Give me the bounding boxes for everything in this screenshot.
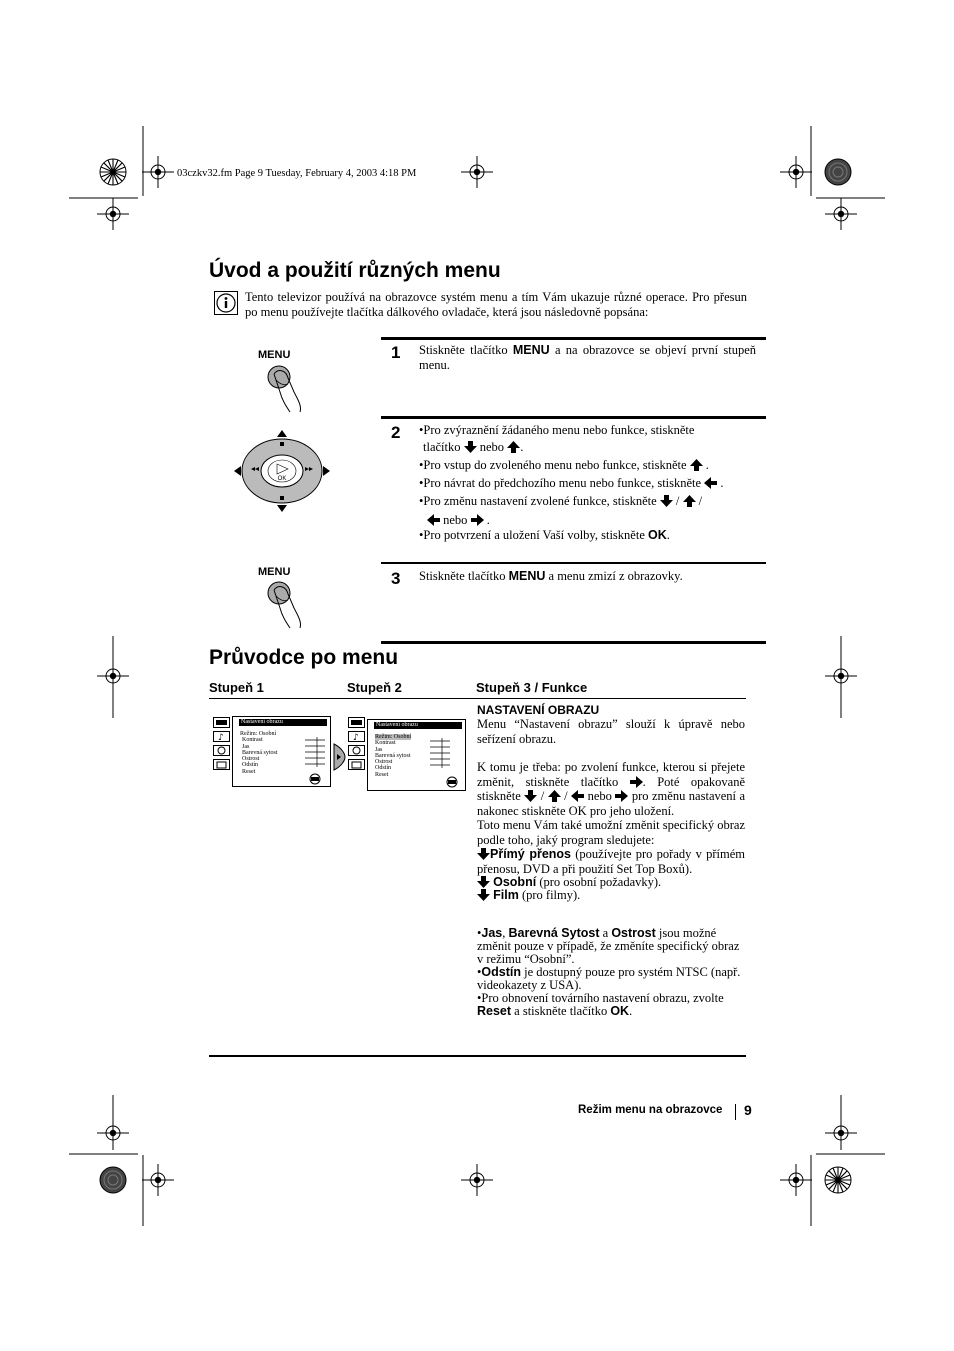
menu-item: Jas — [375, 746, 383, 753]
arrow-left-icon — [427, 514, 440, 526]
menu-item: Kontrast — [375, 740, 396, 747]
arrow-right-icon — [615, 790, 628, 802]
section-title-intro: Úvod a použití různých menu — [209, 259, 501, 282]
svg-text:♪: ♪ — [218, 733, 224, 743]
intro-text: Tento televizor používá na obrazovce systém menu a tím Vám ukazuje různé operace. Pro přesun po menu používejte tlačítka dálkového ovladače, která jsou následovně popsána: — [245, 290, 747, 319]
footer-section-name: Režim menu na obrazovce — [578, 1104, 723, 1116]
step3-number: 3 — [391, 569, 401, 588]
column-header-level3: Stupeň 3 / Funkce — [476, 680, 588, 695]
menu-item: Ostrost — [242, 756, 260, 763]
arrow-down-icon — [464, 441, 477, 453]
step1-rule — [381, 337, 766, 340]
ok-label: OK — [277, 476, 287, 482]
step3-rule — [381, 562, 766, 564]
menu-item: Odstín — [375, 765, 392, 772]
menu-panel — [367, 719, 466, 791]
menu-sliders — [305, 737, 325, 785]
arrow-up-icon — [507, 441, 520, 453]
note-brightness: •Jas, Barevná Sytost a Ostrost jsou možné změnit pouze v případě, že změníte specifický obraz v režimu “Osobní”. — [477, 926, 740, 966]
arrow-down-icon — [477, 876, 490, 888]
section-title-guide: Průvodce po menu — [209, 646, 399, 669]
arrow-up-icon — [690, 459, 703, 471]
step2-number: 2 — [391, 423, 401, 442]
menu-item: Reset — [242, 768, 256, 775]
menu-panel — [232, 716, 331, 787]
column-header-level1: Stupeň 1 — [209, 680, 264, 695]
function-title: NASTAVENÍ OBRAZU — [477, 703, 600, 717]
step3-text: Stiskněte tlačítko MENU a menu zmizí z obrazovky. — [419, 569, 683, 583]
step1-number: 1 — [391, 343, 401, 362]
arrow-down-icon — [477, 889, 490, 901]
menu-item: Kontrast — [242, 737, 263, 744]
svg-text:♪: ♪ — [353, 733, 359, 743]
menu-panel-title: Nastavení obrazu — [239, 719, 327, 726]
arrow-right-icon — [630, 776, 643, 788]
menu-screen-level2 — [347, 716, 465, 790]
arrow-up-icon — [683, 495, 696, 507]
page-number: 9 — [744, 1102, 752, 1118]
option-personal: Osobní (pro osobní požadavky). — [477, 876, 745, 889]
menu-item: Ostrost — [375, 759, 393, 766]
arrow-down-icon — [660, 495, 673, 507]
step2-line-highlight: •Pro zvýraznění žádaného menu nebo funkce, stiskněte — [419, 423, 695, 437]
menu-item: Režim: Osobní — [240, 731, 277, 737]
arrow-down-icon — [477, 848, 490, 860]
menu-button-label: MENU — [258, 349, 291, 361]
navigation-joystick — [232, 428, 332, 514]
column-header-level2: Stupeň 2 — [347, 680, 402, 695]
file-info: 03czkv32.fm Page 9 Tuesday, February 4, 2003 4:18 PM — [177, 168, 417, 179]
menu-item: Reset — [375, 771, 389, 778]
menu-side-icons — [347, 716, 367, 772]
option-film: Film (pro filmy). — [477, 889, 745, 902]
menu-item: Barevná sytost — [242, 749, 278, 756]
arrow-down-icon — [524, 790, 537, 802]
step1-text: Stiskněte tlačítko MENU a na obrazovce se objeví první stupeň menu. — [419, 343, 756, 372]
menu-panel-title: Nastavení obrazu — [374, 722, 462, 729]
arrow-left-icon — [704, 477, 717, 489]
footer-divider — [735, 1104, 736, 1120]
menu-item: Jas — [242, 743, 250, 750]
info-icon — [214, 291, 238, 315]
note-hue: •Odstín je dostupný pouze pro systém NTSC (např. videokazety z USA). — [477, 965, 741, 992]
arrow-right-icon — [471, 514, 484, 526]
hand-press-icon — [262, 362, 307, 414]
menu-button-label: MENU — [258, 566, 291, 578]
menu-side-icons — [212, 716, 232, 772]
arrow-up-icon — [548, 790, 561, 802]
function-description — [477, 703, 745, 1018]
option-direct: Přímý přenos (používejte pro pořady v přímém přenosu, DVD a při použití Set Top Boxů). — [477, 847, 745, 876]
function-para2: K tomu je třeba: po zvolení funkce, kterou si přejete změnit, stiskněte tlačítko . Poté opakovaně stiskněte / / nebo pro změnu nastavení a nakonec stiskněte OK pro jeho uložení. — [477, 760, 746, 818]
menu-screen-level1 — [212, 716, 330, 786]
table-bottom-rule — [209, 1055, 746, 1057]
function-para1: Menu “Nastavení obrazu” slouží k úpravě nebo seřízení obrazu. — [477, 717, 745, 746]
function-para3: Toto menu Vám také umožní změnit specifický obraz podle toho, jaký program sledujete: — [477, 818, 745, 847]
menu-item: Barevná sytost — [375, 752, 411, 759]
hand-press-icon — [262, 578, 307, 630]
arrow-left-icon — [571, 790, 584, 802]
menu-sliders — [430, 738, 460, 788]
section-end-rule — [381, 641, 766, 644]
note-reset: •Pro obnovení továrního nastavení obrazu, zvolte Reset a stiskněte tlačítko OK. — [477, 991, 724, 1018]
menu-item-selected: Režim: Osobní — [375, 734, 412, 740]
step2-instructions: •Pro zvýraznění žádaného menu nebo funkce, stiskněte tlačítko nebo . •Pro vstup do zvoleného menu nebo funkce, stiskněte . •Pro návrat do předchozího menu nebo funkce, stiskněte . •Pro změnu nastavení zvolené funkce, stiskněte / / nebo . •Pro potvrzení a uložení Vaší volby, stiskněte OK. — [419, 423, 764, 543]
arrow-right-icon — [332, 742, 346, 772]
menu-item: Odstín — [242, 762, 259, 769]
step2-rule — [381, 416, 766, 419]
header-rule — [209, 698, 746, 699]
